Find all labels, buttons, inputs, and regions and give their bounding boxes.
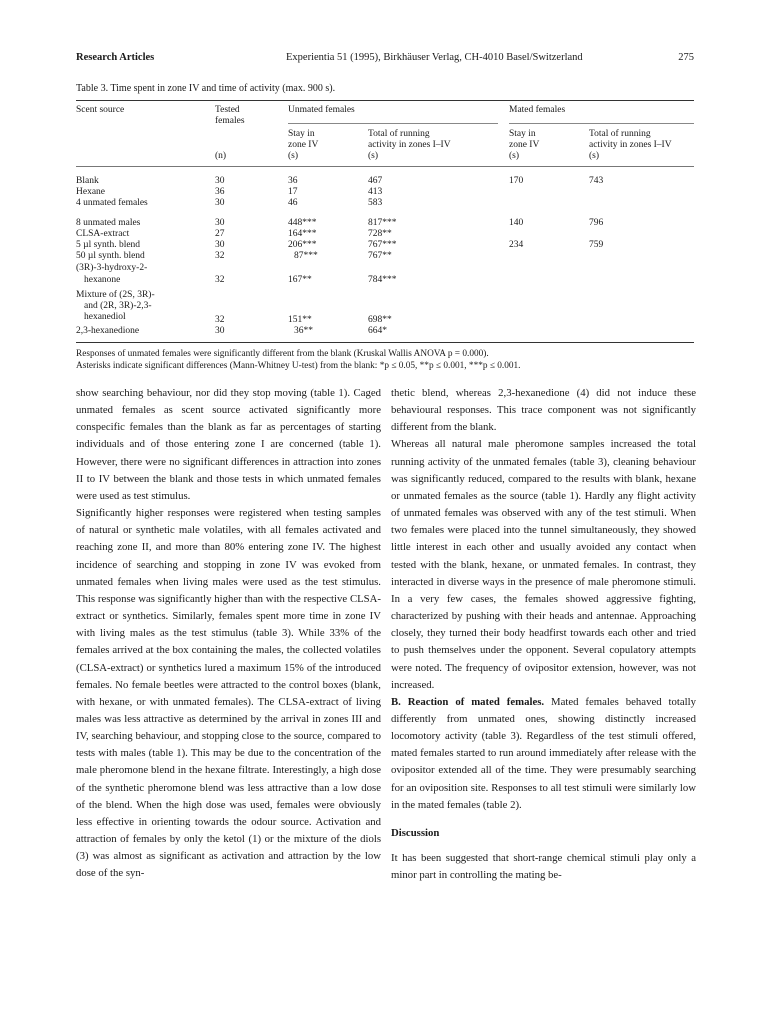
col-header-mated-total-2: activity in zones I–IV [589,140,672,150]
group-header-mated: Mated females [509,105,566,115]
col-header-mated-total: Total of running [589,129,651,139]
col-header-n: (n) [215,151,227,161]
row-unmated-stay: 87*** [294,251,318,261]
unmated-group-underline [288,123,498,124]
row-n: 32 [215,315,225,325]
running-header [76,52,694,68]
row-unmated-total: 767*** [368,240,397,250]
row-source-cont: hexanediol [84,312,126,322]
row-mated-stay: 140 [509,218,524,228]
col-header-unmated-stay-unit: (s) [288,151,299,161]
row-source: 50 µl synth. blend [76,251,145,261]
table-note-1: Responses of unmated females were significantly different from the blank (Kruskal Wallis ANOVA p = 0.000). [76,349,489,359]
row-unmated-stay: 164*** [288,229,317,239]
right-text-column [391,385,696,884]
row-mated-stay: 170 [509,176,524,186]
row-n: 30 [215,240,225,250]
col-header-scent-source: Scent source [76,105,125,115]
row-unmated-total: 413 [368,187,383,197]
row-unmated-total: 728** [368,229,392,239]
row-n: 32 [215,251,225,261]
row-source: (3R)-3-hydroxy-2- [76,263,148,273]
col-header-tested-2: females [215,116,245,126]
row-unmated-stay: 36 [288,176,298,186]
row-unmated-stay: 448*** [288,218,317,228]
journal-citation: Experientia 51 (1995), Birkhäuser Verlag, CH-4010 Basel/Switzerland [286,52,583,63]
run-in-heading: B. Reaction of mated females. [391,695,545,708]
row-mated-total: 796 [589,218,604,228]
body-paragraph: show searching behaviour, nor did they stop moving (table 1). Caged unmated females as scent source activated significantly more conspecific females than the blank as far as percentages of starting individuals and of those entering zone I are concerned (table 1). However, there were no significant differences in attraction into zones II to IV between the blank and those tests in which unmated females were used as test stimulus. [76,387,381,502]
row-unmated-stay: 167** [288,275,312,285]
body-paragraph: Significantly higher responses were registered when testing samples of natural or synthetic male volatiles, with all females activated and reaching zone II, and more than 80% entering zone IV. The highest incidence of searching and stopping in zone IV was evoked from unmated females when living males were used as the test stimulus. This response was significantly higher than with the respective CLSA-extract or synthetics. Similarly, females spent more time in zone IV with living males as the test stimulus (table 3). While 33% of the females arrived at the box containing the males, the collected volatiles (CLSA-extract) or synthetics lured a maximum 15% of the introduced females. No female beetles were attracted to the control boxes (blank, with hexane, or with unmated females). The CLSA-extract of living males was less attractive as determined by the arrival in zones III and IV, searching behaviour, and stopping close to the source, compared to tests with males (table 1). This may be due to the concentration of the male pheromone blend in the hexane filtrate. Interestingly, a high dose of the synthetic pheromone blend was less attractive than a low dose of the blend. When the high dose was used, females were obviously less effective in orienting towards the odour source. Activation and attraction of females by only the ketol (1) or the mixture of the diols (3) was almost as significant as activation and attraction by the low dose of the syn- [76,507,381,880]
discussion-heading: Discussion [391,826,440,839]
col-header-mated-stay-unit: (s) [509,151,520,161]
row-source: 2,3-hexanedione [76,326,140,336]
group-header-unmated: Unmated females [288,105,355,115]
row-unmated-stay: 151** [288,315,312,325]
row-source: Blank [76,176,99,186]
row-source: 8 unmated males [76,218,141,228]
col-header-unmated-stay: Stay in [288,129,315,139]
row-n: 30 [215,198,225,208]
paragraph-text: Mated females behaved totally differently from unmated ones, showing distinctly increased locomotory activity (table 3). Regardless of the test stimuli offered, mated females started to run around immediately after release with the ovipositor extended all of the time. They were presumably searching for an oviposition site. Responses to all test stimuli were similarly low in the mated females (table 2). [391,695,696,811]
row-source-cont: hexanone [84,275,121,285]
row-unmated-total: 767** [368,251,392,261]
row-mated-total: 759 [589,240,604,250]
col-header-mated-total-unit: (s) [589,151,600,161]
row-n: 27 [215,229,225,239]
body-paragraph [391,694,696,814]
table-top-rule [76,100,694,101]
row-unmated-stay: 36** [294,326,313,336]
body-paragraph: Whereas all natural male pheromone samples increased the total running activity of the unmated females (table 3), cleaning behaviour was significantly reduced, compared to the results with blank, hexane or unmated females as the source (table 1). Hardly any flight activity of unmated females was observed with any of the test stimuli. When two females were placed into the tunnel simultaneously, they showed little interest in each other and usually avoided any contact when tested with the blank, hexane, or unmated females. In contrast, they interacted in diverse ways in the presence of male pheromone stimuli. In a very few cases, the females showed aggressive fighting, characterized by pushing with their heads and antennae. Approaching closely, they turned their body headfirst towards each other and tried to push themselves under the opponent. Several copulatory attempts were noted. The frequency of ovipositor extension, however, was not increased. [391,438,696,691]
body-paragraph: It has been suggested that short-range chemical stimuli play only a minor part in controlling the mating be- [391,852,696,882]
row-unmated-stay: 46 [288,198,298,208]
row-source: Hexane [76,187,106,197]
row-mated-total: 743 [589,176,604,186]
row-n: 36 [215,187,225,197]
mated-group-underline [509,123,694,124]
row-n: 30 [215,326,225,336]
page-number: 275 [678,52,694,63]
row-unmated-total: 467 [368,176,383,186]
row-unmated-total: 698** [368,315,392,325]
section-name: Research Articles [76,52,155,63]
table-bottom-rule [76,342,694,343]
body-paragraph: thetic blend, whereas 2,3-hexanedione (4) did not induce these behavioural responses. This trace component was not significantly different from the blank. [391,387,696,434]
row-n: 30 [215,176,225,186]
row-unmated-total: 784*** [368,275,397,285]
row-source-cont: and (2R, 3R)-2,3- [84,301,152,311]
table-header-rule [76,166,694,167]
col-header-tested: Tested [215,105,240,115]
row-unmated-total: 583 [368,198,383,208]
col-header-unmated-total: Total of running [368,129,430,139]
row-unmated-total: 664* [368,326,387,336]
row-source: 5 µl synth. blend [76,240,141,250]
row-source: CLSA-extract [76,229,130,239]
row-source: 4 unmated females [76,198,148,208]
row-mated-stay: 234 [509,240,524,250]
row-source: Mixture of (2S, 3R)- [76,290,155,300]
row-unmated-stay: 17 [288,187,298,197]
row-n: 30 [215,218,225,228]
table-note-2: Asterisks indicate significant differences (Mann-Whitney U-test) from the blank: *p ≤ 0.05, **p ≤ 0.001, ***p ≤ 0.001. [76,361,521,371]
row-n: 32 [215,275,225,285]
row-unmated-stay: 206*** [288,240,317,250]
col-header-unmated-total-unit: (s) [368,151,379,161]
row-unmated-total: 817*** [368,218,397,228]
left-text-column [76,385,381,883]
col-header-unmated-total-2: activity in zones I–IV [368,140,451,150]
col-header-mated-stay-2: zone IV [509,140,540,150]
col-header-mated-stay: Stay in [509,129,536,139]
col-header-unmated-stay-2: zone IV [288,140,319,150]
table-caption: Table 3. Time spent in zone IV and time of activity (max. 900 s). [76,83,336,94]
